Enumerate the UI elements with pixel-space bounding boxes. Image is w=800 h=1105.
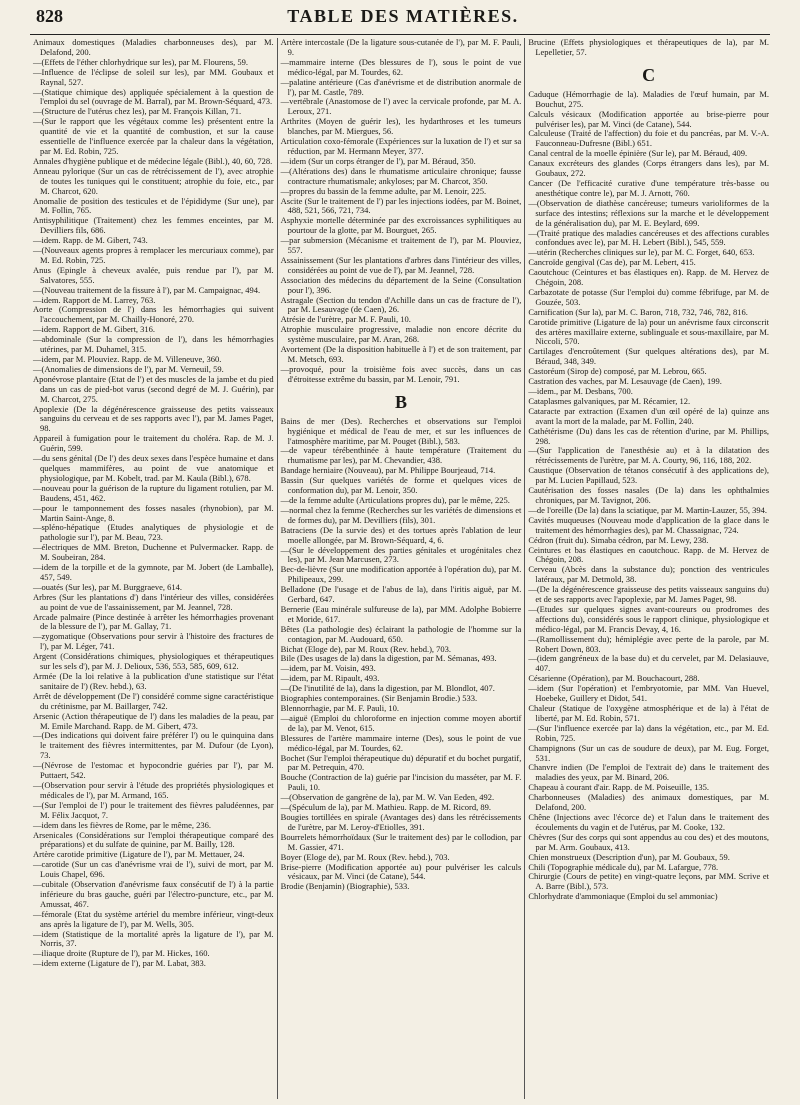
index-entry: Cancer (De l'efficacité curative d'une température très-basse ou anesthétique contre le), par M. J. Arnott, 760.	[528, 177, 770, 198]
index-entry: —idem (Sur l'opération) et l'embryotomie, par MM. Van Huevel, Hoebeke, Guillery et Didot, 541.	[528, 683, 770, 704]
index-entry: Bernerie (Eau minérale sulfureuse de la), par MM. Adolphe Bobierre et Moride, 617.	[280, 603, 522, 624]
index-entry: Bourrelets hémorrhoïdaux (Sur le traitement des) par le collodion, par M. Gassier, 471.	[280, 831, 522, 852]
index-entry: Ceintures et bas élastiques en caoutchouc. Rapp. de M. Hervez de Chégoin, 208.	[528, 544, 770, 565]
index-entry: Cataplasmes galvaniques, par M. Récamier, 12.	[528, 395, 691, 406]
index-entry: Caustique (Observation de tétanos consécutif à des applications de), par M. Lucien Papillaud, 523.	[528, 465, 770, 486]
index-entry: Bichat (Eloge de), par M. Roux (Rev. hebd.), 703.	[280, 643, 452, 654]
index-entry: Caduque (Hémorrhagie de la). Maladies de l'œuf humain, par M. Bouchut, 275.	[528, 88, 770, 109]
index-entry: —(De l'inutilité de la), dans la digestion, par M. Blondlot, 407.	[280, 683, 495, 694]
index-entry: Association des médecins du département de la Seine (Consultation pour l'), 396.	[280, 274, 522, 295]
index-entry: —de vapeur térébenthinée à haute température (Traitement du rhumatisme par les), par M. Chevandier, 438.	[280, 445, 522, 466]
index-entry: —(Sur l'application de l'anesthésie au) et à la dilatation des rétrécissements de l'urètre, par M. A. Courty, 96, 116, 188, 202.	[528, 445, 770, 466]
index-column-2	[277, 38, 525, 1099]
index-entry: —utérin (Recherches cliniques sur le), par M. C. Forget, 640, 653.	[528, 247, 755, 258]
index-entry: Canal central de la moelle épinière (Sur le), par M. Béraud, 409.	[528, 148, 748, 159]
index-entry: Asphyxie mortelle déterminée par des excroissances syphilitiques au pourtour de la glotte, par M. Bourguet, 265.	[280, 215, 522, 236]
index-entry: —idem dans les fièvres de Rome, par le même, 236.	[33, 819, 211, 830]
index-entry: Appareil à fumigation pour le traitement du choléra. Rap. de M. J. Guérin, 599.	[33, 433, 274, 454]
index-entry: —idem, par M. Ripault, 493.	[280, 673, 380, 684]
index-entry: Artère intercostale (De la ligature sous-cutanée de l'), par M. F. Pauli, 9.	[280, 38, 522, 57]
index-entry: Cathétérisme (Du) dans les cas de rétention d'urine, par M. Phillips, 298.	[528, 425, 770, 446]
index-entry: Chèvres (Sur des corps qui sont appendus au cou des) et des moutons, par M. Arm. Goubaux, 413.	[528, 831, 770, 852]
index-entry: —Influence de l'éclipse de soleil sur les), par MM. Goubaux et Raynal, 527.	[33, 66, 274, 87]
index-entry: Cédron (fruit du). Simaba cédron, par M. Lewy, 238.	[528, 534, 709, 545]
index-entry: Aponévrose plantaire (Etat de l') et des muscles de la jambe et du pied dans un cas de pied-bot varus (second degré de M. J. Guérin), par M. Charcot, 275.	[33, 373, 274, 404]
index-column-1	[30, 38, 277, 1099]
index-entry: —idem (Statistique de la mortalité après la ligature de l'), par M. Norris, 37.	[33, 928, 274, 949]
header-rule	[30, 34, 770, 35]
index-entry: —par submersion (Mécanisme et traitement de l'), par M. Plouviez, 557.	[280, 235, 522, 256]
index-entry: —(Etudes sur quelques signes avant-coureurs ou prodromes des affections du), considérés sous le rapport clinique, physiologique et médico-légal, par M. Francis Devay, 4, 16.	[528, 603, 770, 634]
index-entry: Ascite (Sur le traitement de l') par les injections iodées, par M. Boinet, 488, 521, 566, 721, 734.	[280, 195, 522, 216]
index-entry: —vertébrale (Anastomose de l') avec la cervicale profonde, par M. A. Leroux, 271.	[280, 96, 522, 117]
index-entry: Apoplexie (De la dégénérescence graisseuse des petits vaisseaux sanguins du cerveau et de ses rapports avec l'), par M. James Paget, 98.	[33, 403, 274, 434]
index-entry: Carnification (Sur la), par M. C. Baron, 718, 732, 746, 782, 816.	[528, 306, 748, 317]
index-entry: Biographies contemporaines. (Sir Benjamin Brodie.) 533.	[280, 693, 478, 704]
index-entry: Castoréum (Sirop de) composé, par M. Lebrou, 665.	[528, 366, 707, 377]
index-entry: Arsenic (Action thérapeutique de l') dans les maladies de la peau, par M. Emile Marchand. Rapp. de M. Gibert, 473.	[33, 710, 274, 731]
index-entry: —(Ramollissement du); hémiplégie avec perte de la parole, par M. Robert Down, 803.	[528, 633, 770, 654]
index-entry: —(Traité pratique des maladies cancéreuses et des affections curables confondues avec le), par M. H. Lebert (Bibl.), 545, 559.	[528, 227, 770, 248]
index-entry: Astragale (Section du tendon d'Achille dans un cas de fracture de l'), par M. Lesauvage (de Caen), 26.	[280, 294, 522, 315]
index-entry: —(Observation de gangrène de la), par M. W. Van Eeden, 492.	[280, 792, 495, 803]
index-entry: Arsenicales (Considérations sur l'emploi thérapeutique comparé des préparations) et du sulfate de quinine, par M. Bailly, 128.	[33, 829, 274, 850]
index-entry: Bêtes (La pathologie des) éclairant la pathologie de l'homme sur la contagion, par M. Audouard, 650.	[280, 623, 522, 644]
index-entry: —aiguë (Emploi du chloroforme en injection comme moyen abortif de la), par M. Venot, 615.	[280, 712, 522, 733]
index-entry: Annales d'hygiène publique et de médecine légale (Bibl.), 40, 60, 728.	[33, 155, 273, 166]
index-entry: Chapeau à courant d'air. Rapp. de M. Poiseuille, 135.	[528, 782, 710, 793]
index-entry: —du sens génital (De l') des deux sexes dans l'espèce humaine et dans quelques mammifères, au point de vue anatomique et physiologique, par M. Kobelt, trad. par M. Kaula (Bibl.), 678.	[33, 453, 274, 483]
letter-heading: C	[642, 64, 656, 85]
index-entry: Cartilages d'encroûtement (Sur quelques altérations des), par M. Béraud, 348, 349.	[528, 346, 770, 367]
index-entry: —(idem gangréneux de la base du) et du cervelet, par M. Delasiauve, 407.	[528, 653, 770, 674]
index-entry: —normal chez la femme (Recherches sur les variétés de dimensions et de formes du), par M. Devilliers (fils), 301.	[280, 504, 522, 525]
index-entry: —carotide (Sur un cas d'anévrisme vrai de l'), suivi de mort, par M. Louis Chapel, 696.	[33, 859, 274, 880]
index-entry: —(Altérations des) dans le rhumatisme articulaire chronique; fausse contracture rhumatismale; ankyloses; par M. Charcot, 350.	[280, 165, 522, 186]
index-entry: —(Des indications qui doivent faire préférer l') ou le quinquina dans le traitement des fièvres intermittentes, par M. Dufour (de Lyon), 73.	[33, 730, 274, 761]
index-entry: —provoqué, pour la troisième fois avec succès, dans un cas d'étroitesse extrême du bassin, par M. Lenoir, 791.	[280, 363, 522, 384]
index-entry: —cubitale (Observation d'anévrisme faux consécutif de l') à la partie inférieure du bras gauche, guéri par l'électro-puncture, etc., par M. Amussat, 467.	[33, 879, 274, 909]
index-entry: Brise-pierre (Modification apportée au) pour pulvériser les calculs vésicaux, par M. Vinci (de Catane), 544.	[280, 861, 522, 882]
index-entry: Canaux excréteurs des glandes (Corps étrangers dans les), par M. Goubaux, 272.	[528, 158, 770, 179]
index-entry: Belladone (De l'usage et de l'abus de la), dans l'iritis aiguë, par M. Gerbard, 647.	[280, 584, 522, 605]
index-entry: —abdominale (Sur la compression de l'), dans les hémorrhagies utérines, par M. Duhamel, 315.	[33, 334, 274, 355]
index-entry: —(Névrose de l'estomac et hypocondrie guéries par l'), par M. Puttaert, 542.	[33, 760, 274, 781]
index-entry: —propres du bassin de la femme adulte, par M. Lenoir, 225.	[280, 185, 487, 196]
index-columns	[30, 38, 772, 1099]
page-header	[36, 6, 770, 32]
index-entry: Atrésie de l'urètre, par M. F. Pauli, 10.	[280, 314, 411, 325]
index-entry: Bains de mer (Des). Recherches et observations sur l'emploi hygiénique et médical de l'eau de mer, et sur les influences de l'atmosphère maritime, par M. Pouget (Bibl.), 583.	[280, 415, 522, 446]
index-entry: —(Spéculum de la), par M. Mathieu. Rapp. de M. Ricord, 89.	[280, 802, 492, 813]
index-entry: —(Nouveaux agents propres à remplacer les mercuriaux comme), par M. Ed. Robin, 725.	[33, 245, 274, 265]
index-entry: —(Sur l'influence exercée par la) dans la végétation, etc., par M. Ed. Robin, 725.	[528, 722, 770, 743]
index-entry: Bochet (Sur l'emploi thérapeutique du) dépuratif et du bochet purgatif, par M. Petrequin, 470.	[280, 752, 522, 773]
index-entry: —pour le tamponnement des fosses nasales (rhynobion), par M. Martin Saint-Ange, 8.	[33, 502, 274, 523]
index-entry: Bec-de-lièvre (Sur une modification apportée à l'opération du), par M. Philipeaux, 299.	[280, 564, 522, 585]
index-entry: Aorte (Compression de l') dans les hémorrhagies qui suivent l'accouchement, par M. Chailly-Honoré, 270.	[33, 304, 274, 325]
index-entry: —idem. Rapport de M. Larrey, 763.	[33, 294, 156, 305]
index-entry: —de la femme adulte (Articulations propres du), par le même, 225.	[280, 494, 510, 505]
index-entry: —idem de la torpille et de la gymnote, par M. Jobert (de Lamballe), 457, 549.	[33, 562, 274, 582]
index-entry: Bandage herniaire (Nouveau), par M. Philippe Bourjeaud, 714.	[280, 465, 496, 476]
index-entry: —électriques de MM. Breton, Duchenne et Pulvermacker. Rapp. de M. Soubeiran, 284.	[33, 542, 274, 563]
index-entry: Césarienne (Opération), par M. Bouchacourt, 288.	[528, 673, 700, 684]
index-entry: Blennorrhagie, par M. F. Pauli, 10.	[280, 703, 399, 713]
index-entry: Charbonneuses (Maladies) des animaux domestiques, par M. Delafond, 200.	[528, 792, 770, 813]
index-entry: —iliaque droite (Rupture de l'), par M. Hickes, 160.	[33, 948, 210, 959]
index-entry: Bouche (Contraction de la) guérie par l'incision du masséter, par M. F. Pauli, 10.	[280, 772, 522, 793]
index-entry: Carotide primitive (Ligature de la) pour un anévrisme faux circonscrit des artères maxillaire externe, sublinguale et sous-maxillaire, par M. Niccoli, 570.	[528, 316, 770, 347]
index-entry: Calculeuse (Traité de l'affection) du foie et du pancréas, par M. V.-A. Fauconneau-Dufresne (Bibl.) 651.	[528, 128, 770, 149]
index-entry: Castration des vaches, par M. Lesauvage (de Caen), 199.	[528, 376, 722, 387]
index-entry: —idem, par M. Plouviez. Rapp. de M. Villeneuve, 360.	[33, 354, 222, 364]
index-entry: Calculs vésicaux (Modification apportée au brise-pierre pour pulvériser les), par M. Vinci (de Catane), 544.	[528, 108, 770, 129]
index-entry: Chanvre indien (De l'emploi de l'extrait de) dans le traitement des maladies des yeux, par M. Binard, 206.	[528, 762, 770, 783]
index-entry: Chili (Topographie médicale du), par M. Lafargue, 778.	[528, 861, 719, 872]
index-entry: Batraciens (De la survie des) et des tortues après l'ablation de leur moelle allongée, par M. Brown-Séquard, 4, 6.	[280, 524, 522, 545]
index-entry: Cerveau (Abcès dans la substance du); ponction des ventricules latéraux, par M. Detmold, 38.	[528, 564, 770, 585]
index-column-3	[524, 38, 772, 1099]
index-entry: —idem. Rapport de M. Gibert, 316.	[33, 324, 156, 335]
index-entry: Chlorhydrate d'ammoniaque (Emploi du sel ammoniac)	[528, 891, 718, 902]
index-entry: Avortement (De la disposition habituelle à l') et de son traitement, par M. Metsch, 693.	[280, 344, 522, 364]
index-entry: Atrophie musculaire progressive, maladie non encore décrite du système musculaire, par M. Aran, 268.	[280, 324, 522, 345]
index-entry: Brodie (Benjamin) (Biographie), 533.	[280, 881, 410, 892]
index-entry: —idem, par M. Voisin, 493.	[280, 663, 376, 674]
index-entry: Cancroïde gengival (Cas de), par M. Lebert, 415.	[528, 257, 696, 268]
index-entry: Caoutchouc (Ceintures et bas élastiques en). Rapp. de M. Hervez de Chégoin, 208.	[528, 267, 770, 288]
index-entry: Assainissement (Sur les plantations d'arbres dans l'intérieur des villes, considérées au point de vue de l'), par M. Jeannel, 728.	[280, 254, 522, 275]
index-entry: Artère carotide primitive (Ligature de l'), par M. Mettauer, 24.	[33, 849, 245, 860]
index-entry: —idem. Rapp. de M. Gibert, 743.	[33, 235, 148, 246]
index-entry: Anomalie de position des testicules et de l'épididyme (Sur une), par M. Follin, 765.	[33, 195, 274, 216]
index-entry: Cautérisation des fosses nasales (De la) dans les ophthalmies chroniques, par M. Tavignot, 206.	[528, 485, 770, 505]
index-entry: —(Sur le rapport que les végétaux comme les) présentent entre la quantité de vie et la quantité de combustion, et sur la cause essentielle de l'influence exercée par la chaleur dans la végétation, par M. Ed. Robin, 725.	[33, 116, 274, 156]
index-entry: —fémorale (Etat du système artériel du membre inférieur, vingt-deux ans après la ligature de l'), par M. Wells, 305.	[33, 908, 274, 929]
index-entry: —(Sur le développement des parties génitales et urogénitales chez les), par M. Jean Marcusen, 273.	[280, 544, 522, 565]
index-entry: —spléno-hépatique (Etudes analytiques de physiologie et de pathologie sur l'), par M. Beau, 723.	[33, 522, 274, 543]
page-number: 828	[36, 6, 63, 26]
index-entry: Carbazotate de potasse (Sur l'emploi du) comme fébrifuge, par M. de Gouzée, 503.	[528, 286, 770, 307]
index-entry: Arrêt de développement (De l') considéré comme signe caractéristique du crétinisme, par M. Baillarger, 742.	[33, 690, 274, 711]
index-entry: Cavités muqueuses (Nouveau mode d'application de la glace dans le traitement des hémorrhagies des), par M. Chassaignac, 724.	[528, 514, 770, 535]
index-entry: Chirurgie (Cours de petite) en vingt-quatre leçons, par MM. Scrive et A. Barre (Bibl.), 573.	[528, 871, 770, 892]
index-entry: Champignons (Sur un cas de soudure de deux), par M. Eug. Forget, 531.	[528, 742, 770, 763]
index-entry: Anneau pylorique (Sur un cas de rétrécissement de l'), avec atrophie de toutes les tuniques qui le constituent; atrophie du foie, etc., par M. Charcot, 620.	[33, 165, 274, 196]
index-entry: Boyer (Eloge de), par M. Roux (Rev. hebd.), 703.	[280, 851, 450, 862]
index-entry: —nouveau pour la guérison de la rupture du ligament rotulien, par M. Baudens, 451, 462.	[33, 482, 274, 503]
index-entry: Arcade palmaire (Pince destinée à arrêter les hémorrhagies provenant de la blessure de l'), par M. Gallay, 71.	[33, 611, 274, 632]
index-entry: —de l'oreille (De la) dans la sciatique, par M. Martin-Lauzer, 55, 394.	[528, 504, 767, 515]
page-title: TABLE DES MATIÈRES.	[287, 6, 519, 26]
index-entry: Brucine (Effets physiologiques et thérapeutiques de la), par M. Lepelletier, 57.	[528, 38, 770, 57]
index-entry: Bile (Des usages de la) dans la digestion, par M. Sémanas, 493.	[280, 653, 497, 664]
index-entry: —idem externe (Ligature de l'), par M. Labat, 383.	[33, 958, 206, 969]
index-entry: —idem (Sur un corps étranger de l'), par M. Béraud, 350.	[280, 155, 476, 166]
index-entry: —ouatés (Sur les), par M. Burggraeve, 614.	[33, 581, 183, 592]
index-entry: Cataracte par extraction (Examen d'un œil opéré de la) quinze ans avant la mort de la malade, par M. Follin, 240.	[528, 405, 770, 426]
index-entry: —zygomatique (Observations pour servir à l'histoire des fractures de l'), par M. Léger, 741.	[33, 631, 274, 652]
index-entry: Antisyphilitique (Traitement) chez les femmes enceintes, par M. Devilliers fils, 686.	[33, 215, 274, 236]
index-entry: —(Observation de diathèse cancéreuse; tumeurs varioliformes de la surface des intestins; réflexions sur la marche et le développement de la généralisation du), par M. E. Beylard, 699.	[528, 197, 770, 228]
index-entry: —(Anomalies de dimensions de l'), par M. Verneuil, 59.	[33, 363, 224, 374]
index-entry: —(Effets de l'éther chlorhydrique sur les), par M. Flourens, 59.	[33, 56, 249, 67]
index-entry: —(Sur l'emploi de l') pour le traitement des fièvres paludéennes, par M. Félix Jacquot, 7.	[33, 799, 274, 820]
index-entry: —(Statique chimique des) appliquée spécialement à la question de l'emploi du sel (ouvrage de M. Barral), par M. Brown-Séquard, 473.	[33, 86, 274, 107]
letter-heading: B	[395, 391, 408, 412]
index-entry: Arbres (Sur les plantations d') dans l'intérieur des villes, considérées au point de vue de l'assainissement, par M. Jeannel, 728.	[33, 591, 274, 612]
index-entry: Bougies tortillées en spirale (Avantages des) dans les rétrécissements de l'urètre, par M. Leroy-d'Etiolles, 391.	[280, 811, 522, 832]
index-entry: Anus (Epingle à cheveux avalée, puis rendue par l'), par M. Salvatores, 555.	[33, 264, 274, 285]
index-entry: Arthrites (Moyen de guérir les), les hydarthroses et les tumeurs blanches, par M. Miergues, 56.	[280, 116, 522, 137]
index-entry: —(De la dégénérescence graisseuse des petits vaisseaux sanguins du) et de ses rapports avec l'apoplexie, par M. James Paget, 98.	[528, 584, 770, 605]
index-entry: —mammaire interne (Des blessures de l'), sous le point de vue médico-légal, par M. Tourdes, 62.	[280, 56, 522, 77]
index-entry: Armée (De la loi relative à la publication d'une statistique sur l'état sanitaire de l') (Rev. hebd.), 63.	[33, 671, 274, 691]
index-entry: Bassin (Sur quelques variétés de forme et quelques vices de conformation du), par M. Lenoir, 350.	[280, 475, 522, 496]
index-entry: Argent (Considérations chimiques, physiologiques et thérapeutiques sur les sels d'), par M. J. Delioux, 536, 553, 585, 609, 612.	[33, 651, 274, 672]
index-entry: —idem., par M. Desbans, 700.	[528, 386, 633, 396]
index-entry: —(Nouveau traitement de la fissure à l'), par M. Campaignac, 494.	[33, 284, 261, 295]
index-entry: Chien monstrueux (Description d'un), par M. Goubaux, 59.	[528, 851, 730, 862]
index-entry: Articulation coxo-fémorale (Expériences sur la luxation de l') et sur sa réduction, par M. Hermann Meyer, 377.	[280, 136, 522, 156]
index-entry: —palatine antérieure (Cas d'anévrisme et de distribution anormale de l'), par M. Castle, 789.	[280, 76, 522, 97]
index-entry: Chêne (Injections avec l'écorce de) et l'alun dans le traitement des écoulements du vagin et de l'utérus, par M. Cooke, 132.	[528, 811, 770, 832]
index-entry: Chaleur (Statique de l'oxygène atmosphérique et de la) à l'état de liberté, par M. Ed. Robin, 571.	[528, 703, 770, 723]
index-entry: —(Structure de l'utérus chez les), par M. François Killan, 71.	[33, 106, 242, 117]
index-entry: Animaux domestiques (Maladies charbonneuses des), par M. Delafond, 200.	[33, 38, 274, 57]
index-entry: —(Observation pour servir à l'étude des propriétés physiologiques et médicales de l'), par M. Armand, 165.	[33, 779, 274, 800]
index-entry: Blessures de l'artère mammaire interne (Des), sous le point de vue médico-légal, par M. Tourdes, 62.	[280, 732, 522, 753]
